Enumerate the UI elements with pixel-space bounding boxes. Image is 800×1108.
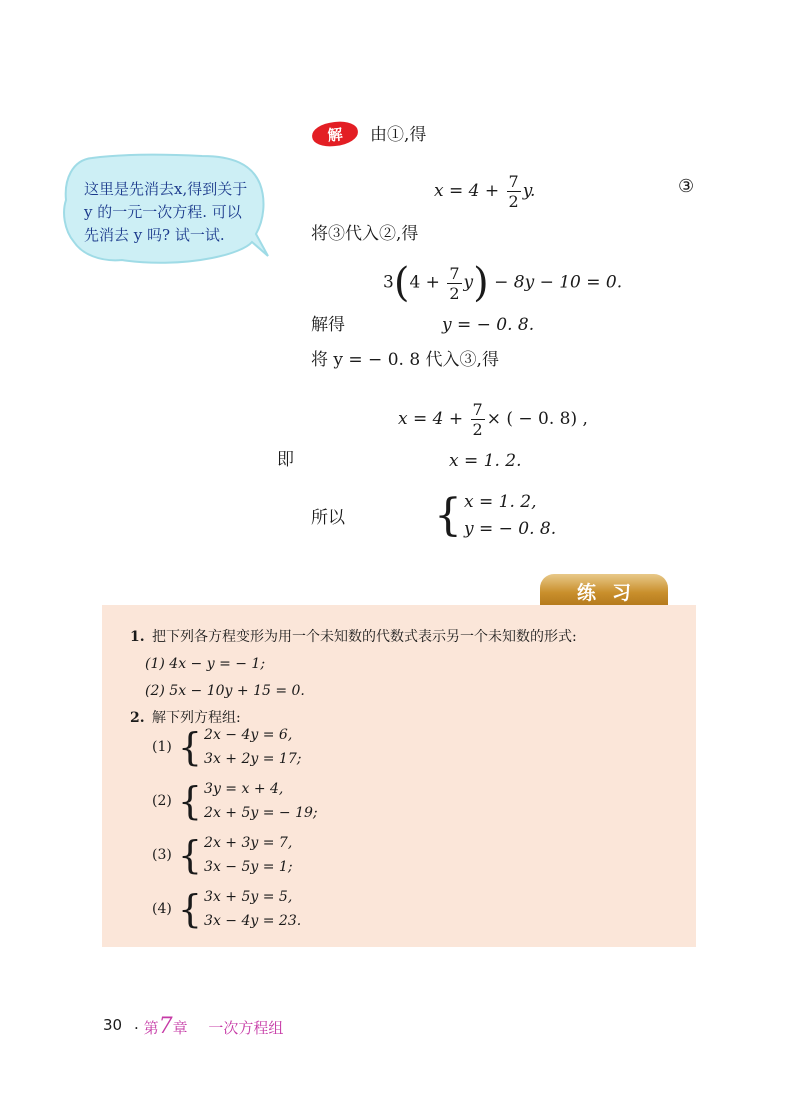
x-substitution-equation: x = 4 + $\frac{7}{2}$ × ( − 0. 8) , — [398, 400, 588, 439]
solution-badge: 解 — [311, 120, 359, 149]
question-1-part-2: (2) 5x − 10y + 15 = 0. — [145, 683, 305, 699]
page-number: 30 — [103, 1016, 123, 1034]
solution-line-2: 将③代入②,得 — [311, 224, 419, 244]
solution-line-5-label: 即 — [277, 450, 294, 470]
system-4-eq-2: 3x − 4y = 23. — [204, 913, 302, 929]
question-1-number: 1. — [130, 629, 145, 645]
chapter-title: 一次方程组 — [208, 1019, 284, 1037]
chapter-prefix: 第 — [143, 1019, 159, 1037]
practice-tab: 练习 — [540, 574, 668, 608]
system-4: (4) { 3x + 5y = 5, 3x − 4y = 23. — [152, 886, 302, 931]
chapter-label: · 第7章 一次方程组 — [134, 1014, 284, 1039]
system-1-eq-2: 3x + 2y = 17; — [204, 751, 302, 767]
solution-line-1: 由①,得 — [370, 125, 427, 145]
system-3: (3) { 2x + 3y = 7, 3x − 5y = 1; — [152, 832, 293, 877]
solution-system-line-1: x = 1. 2, — [464, 492, 537, 512]
system-1: (1) { 2x − 4y = 6, 3x + 2y = 17; — [152, 724, 302, 769]
equation-tag-3: ③ — [678, 176, 695, 197]
system-3-eq-2: 3x − 5y = 1; — [204, 859, 293, 875]
question-1-part-1: (1) 4x − y = − 1; — [145, 656, 266, 672]
solution-line-6-label: 所以 — [311, 508, 345, 528]
system-4-label: (4) — [152, 901, 172, 917]
system-2-eq-2: 2x + 5y = − 19; — [204, 805, 318, 821]
system-3-eq-1: 2x + 3y = 7, — [204, 835, 293, 851]
solution-system-line-2: y = − 0. 8. — [464, 519, 557, 539]
solution-system — [434, 490, 557, 542]
chapter-number: 7 — [158, 1014, 173, 1039]
question-2-text: 解下列方程组: — [152, 710, 241, 726]
system-2-label: (2) — [152, 793, 172, 809]
system-2: (2) { 3y = x + 4, 2x + 5y = − 19; — [152, 778, 318, 823]
system-1-label: (1) — [152, 739, 172, 755]
solution-line-3-eq: y = − 0. 8. — [442, 315, 535, 335]
system-brace: { — [434, 490, 462, 542]
chapter-suffix: 章 — [172, 1019, 188, 1037]
substituted-equation: 3(4 + $\frac{7}{2}$ y) − 8y − 10 = 0. — [383, 260, 623, 306]
system-2-eq-1: 3y = x + 4, — [204, 781, 284, 797]
equation-3: x = 4 + $\frac{7}{2}$ y. — [434, 172, 536, 211]
solution-line-5-eq: x = 1. 2. — [449, 451, 522, 471]
bubble-text: 这里是先消去x,得到关于 y 的一元一次方程. 可以先消去 y 吗? 试一试. — [84, 180, 248, 244]
question-1-text: 把下列各方程变形为用一个未知数的代数式表示另一个未知数的形式: — [152, 629, 577, 645]
system-4-eq-1: 3x + 5y = 5, — [204, 889, 293, 905]
question-2-number: 2. — [130, 710, 145, 726]
solution-line-3-label: 解得 — [311, 315, 345, 335]
system-3-label: (3) — [152, 847, 172, 863]
solution-line-4: 将 y = − 0. 8 代入③,得 — [311, 350, 499, 370]
system-1-eq-1: 2x − 4y = 6, — [204, 727, 293, 743]
